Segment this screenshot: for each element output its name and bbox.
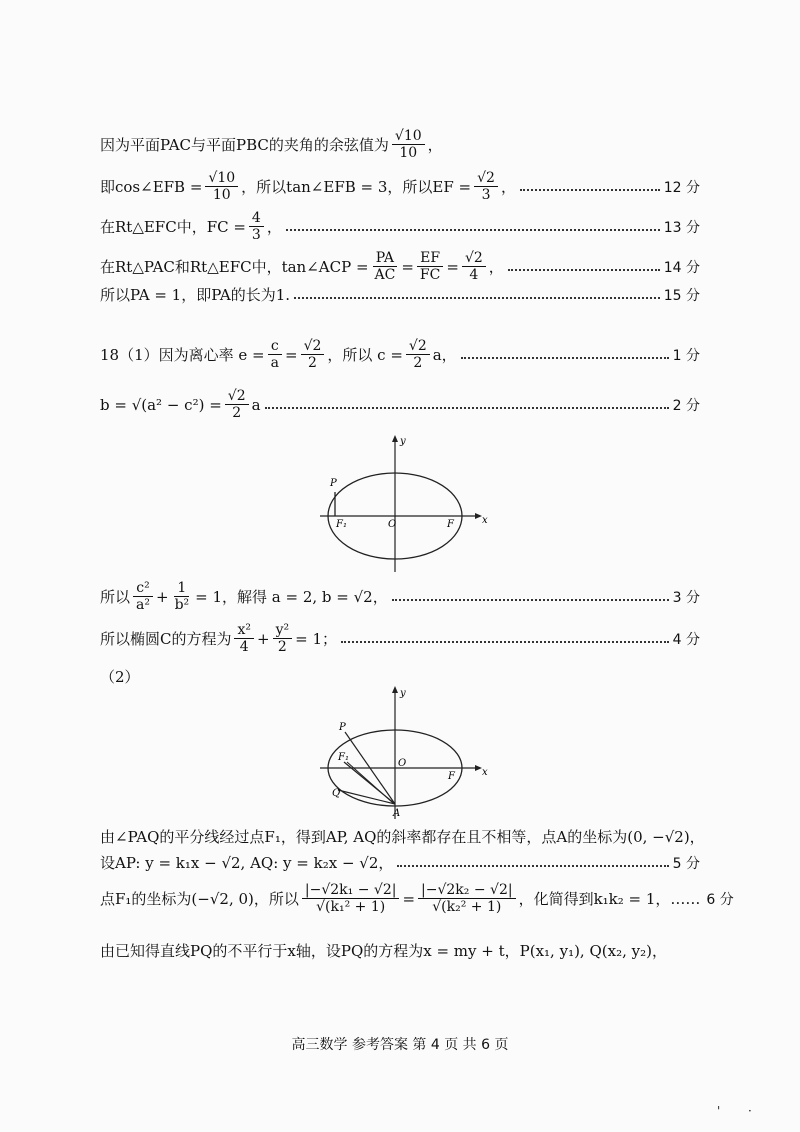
label-x: x [482, 515, 488, 526]
label-y: y [400, 436, 406, 447]
fraction-denominator: a [270, 355, 279, 372]
fraction [205, 170, 238, 203]
fraction-numerator: √2 [474, 170, 498, 187]
line-solve-a-b [100, 580, 700, 613]
label-f: F [448, 771, 455, 782]
fraction [225, 388, 249, 421]
fraction-numerator: EF [417, 250, 443, 267]
label-x: x [482, 767, 488, 778]
line-fc [100, 210, 700, 243]
line-pre: 所以 [100, 588, 131, 607]
x-axis-arrow [475, 765, 482, 771]
fraction [302, 882, 400, 915]
fraction-numerator: √10 [392, 128, 425, 145]
line-plane-angle [100, 128, 700, 161]
line-ellipse-equation [100, 622, 700, 655]
line-pre: b = √(a² − c²) = [100, 395, 222, 414]
line-tail: = 1，解得 a = 2, b = √2， [195, 588, 388, 607]
score-label: 13 分 [663, 219, 700, 236]
dot-leader [341, 641, 669, 643]
score-label: 2 分 [672, 397, 700, 414]
line-text: 因为平面PAC与平面PBC的夹角的余弦值为 [100, 136, 389, 155]
line-tail: a [251, 395, 261, 414]
score-label: 3 分 [672, 589, 700, 606]
dot-leader [286, 229, 660, 231]
fraction-denominator: 4 [469, 267, 479, 284]
dot-leader [265, 407, 669, 409]
page-footer: 高三数学 参考答案 第 4 页 共 6 页 [291, 1037, 509, 1053]
line-pre: 在Rt△PAC和Rt△EFC中，tan∠ACP = [100, 258, 369, 277]
line-text: 设AP: y = k₁x − √2, AQ: y = k₂x − √2， [100, 854, 394, 872]
line-pre: 点F₁的坐标为(−√2, 0)，所以 [100, 890, 299, 909]
fraction-denominator: 10 [399, 145, 418, 162]
label-q: Q [332, 788, 341, 799]
fraction-denominator: 2 [232, 405, 242, 422]
fraction-denominator: 4 [239, 639, 249, 656]
fraction-denominator: √(k₁² + 1) [316, 899, 386, 916]
line-text: 由∠PAQ的平分线经过点F₁，得到AP, AQ的斜率都存在且不相等，点A的坐标为(0, −√2)， [100, 828, 705, 846]
fraction-denominator: 3 [251, 227, 261, 244]
fraction [249, 210, 264, 243]
label-p: P [339, 722, 346, 733]
plus-sign: + [155, 587, 169, 606]
label-o: O [398, 758, 407, 769]
fraction-denominator: 2 [277, 639, 287, 656]
line-tan-acp [100, 250, 700, 283]
fraction-numerator: 1 [174, 580, 189, 597]
fraction-denominator: b² [174, 597, 190, 614]
fraction-denominator: 3 [481, 187, 491, 204]
line-angle-bisector [100, 826, 705, 847]
fraction [172, 580, 193, 613]
label-f1: F₁ [338, 752, 349, 763]
dot-leader [294, 297, 660, 299]
line-cos-efb [100, 170, 700, 203]
dot-leader [397, 865, 668, 867]
fraction-numerator: PA [373, 250, 397, 267]
fraction-numerator: y² [273, 622, 293, 639]
fraction [372, 250, 399, 283]
line-mid: ，所以tan∠EFB = 3，所以EF = [241, 178, 472, 197]
line-pre: 所以椭圆C的方程为 [100, 630, 232, 649]
equals-sign: = [284, 345, 298, 364]
fraction [273, 622, 293, 655]
line-tail: a， [432, 346, 457, 365]
fraction [462, 250, 486, 283]
fraction [268, 338, 282, 371]
label-y: y [400, 688, 406, 699]
fraction [406, 338, 430, 371]
line-tail: ，化简得到k₁k₂ = 1，…… [518, 890, 701, 909]
line-mid: ，所以 c = [327, 346, 403, 365]
equals-sign: = [401, 257, 414, 276]
score-label: 5 分 [672, 855, 700, 872]
fraction-numerator: √10 [205, 170, 238, 187]
line-tail: ， [266, 218, 282, 237]
fraction-numerator: c² [133, 580, 152, 597]
ellipse-figure-1 [310, 432, 500, 577]
fraction [133, 580, 153, 613]
fraction [418, 882, 516, 915]
score-label: 14 分 [663, 259, 700, 276]
line-pre: 18（1）因为离心率 e = [100, 346, 265, 365]
fraction [417, 250, 443, 283]
line-ap-aq [100, 852, 700, 873]
fraction-denominator: √(k₂² + 1) [432, 899, 502, 916]
label-f: F [447, 519, 454, 530]
dot-leader [520, 189, 660, 191]
ellipse-figure-2 [310, 684, 500, 824]
y-axis-arrow [392, 686, 398, 693]
dot-leader [392, 599, 669, 601]
equals-sign: = [446, 257, 459, 276]
line-tail: ， [488, 258, 504, 277]
line-pq-equation [100, 940, 700, 961]
line-pre: 在Rt△EFC中，FC = [100, 218, 246, 237]
line-pa-result [100, 284, 700, 305]
score-label: 12 分 [663, 179, 700, 196]
score-label: 1 分 [672, 347, 700, 364]
fraction-numerator: |−√2k₁ − √2| [302, 882, 400, 899]
fraction-denominator: 2 [308, 355, 317, 372]
score-label: 4 分 [672, 631, 700, 648]
line-text: （2） [100, 668, 140, 686]
fraction [392, 128, 425, 161]
fraction-denominator: 2 [413, 355, 423, 372]
dot-leader [508, 269, 660, 271]
equals-sign: = [402, 889, 416, 908]
label-p: P [330, 478, 337, 489]
fraction-numerator: |−√2k₂ − √2| [418, 882, 516, 899]
fraction-denominator: 10 [212, 187, 231, 204]
fraction [234, 622, 254, 655]
line-distance-equality [100, 882, 734, 916]
line-text: 所以PA = 1，即PA的长为1. [100, 286, 291, 304]
fraction-numerator: x² [234, 622, 254, 639]
scan-mark: · [748, 1104, 752, 1118]
fraction-numerator: √2 [225, 388, 249, 405]
line-eccentricity [100, 338, 700, 371]
label-f1: F₁ [336, 519, 347, 530]
fraction-denominator: FC [419, 267, 441, 284]
fraction-numerator: √2 [406, 338, 430, 355]
line-tail: ， [500, 178, 516, 197]
fraction-numerator: c [268, 338, 282, 355]
line-tail: ， [427, 136, 443, 155]
scan-mark: ' [717, 1104, 721, 1118]
line-tail: = 1； [295, 630, 337, 649]
line-text: 由已知得直线PQ的不平行于x轴，设PQ的方程为x = my + t，P(x₁, y₁), Q(x₂, y₂)， [100, 942, 667, 960]
y-axis-arrow [392, 435, 398, 442]
fraction-denominator: a² [136, 597, 150, 614]
label-a: A [393, 808, 401, 819]
line-b-value [100, 388, 700, 421]
fraction-numerator: √2 [301, 338, 325, 355]
fraction-numerator: √2 [462, 250, 486, 267]
fraction [301, 338, 325, 371]
label-o: O [388, 519, 397, 530]
fraction-denominator: AC [374, 267, 396, 284]
fraction [474, 170, 498, 203]
line-pre: 即cos∠EFB = [100, 178, 203, 197]
x-axis-arrow [475, 513, 482, 519]
fraction-numerator: 4 [249, 210, 264, 227]
score-label: 6 分 [706, 891, 734, 908]
plus-sign: + [257, 629, 270, 648]
score-label: 15 分 [663, 287, 700, 304]
dot-leader [461, 357, 669, 359]
